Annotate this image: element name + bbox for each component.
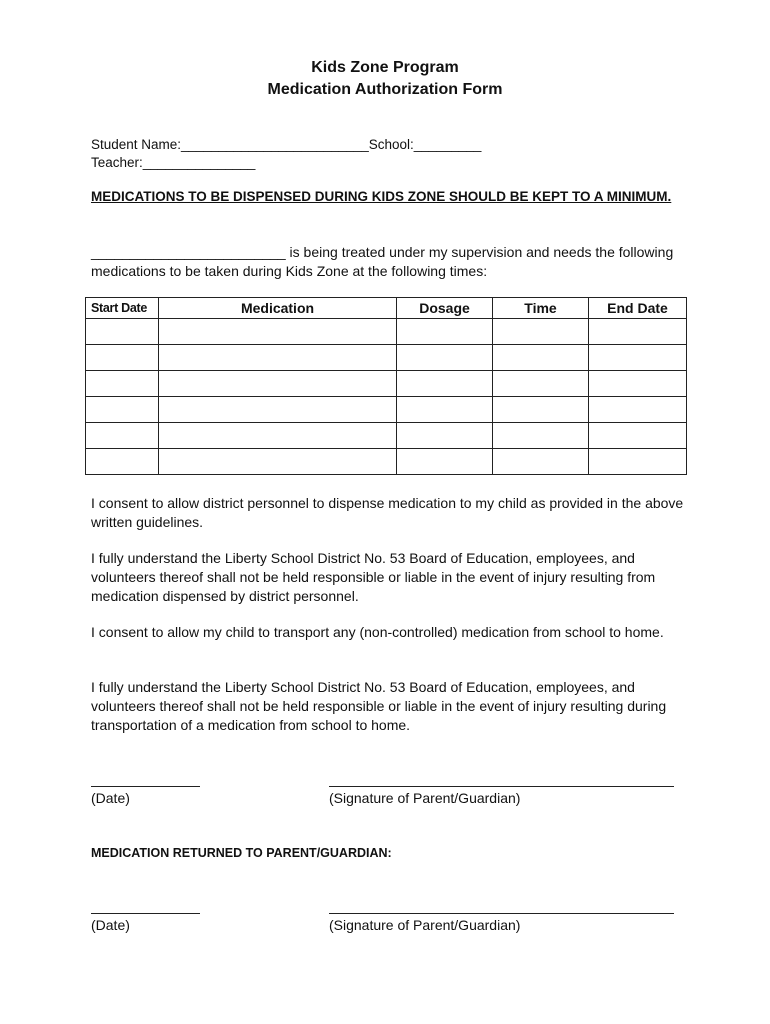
- dosage-cell[interactable]: [397, 423, 493, 449]
- medication-cell[interactable]: [159, 423, 397, 449]
- medication-cell[interactable]: [159, 371, 397, 397]
- start-date-cell[interactable]: [86, 397, 159, 423]
- dosage-cell[interactable]: [397, 345, 493, 371]
- end-date-cell[interactable]: [589, 423, 687, 449]
- medication-table: [85, 297, 687, 475]
- col-dosage: Dosage: [397, 298, 493, 319]
- medication-cell[interactable]: [159, 319, 397, 345]
- dosage-cell[interactable]: [397, 397, 493, 423]
- end-date-cell[interactable]: [589, 371, 687, 397]
- title-block: [0, 57, 770, 101]
- return-parent-signature-label: (Signature of Parent/Guardian): [329, 917, 521, 933]
- start-date-cell[interactable]: [86, 371, 159, 397]
- table-row: [86, 319, 687, 345]
- table-row: [86, 345, 687, 371]
- warning-notice: MEDICATIONS TO BE DISPENSED DURING KIDS ZONE SHOULD BE KEPT TO A MINIMUM.: [91, 189, 672, 204]
- date-signature-line[interactable]: [91, 786, 200, 787]
- col-time: Time: [493, 298, 589, 319]
- liability-dispense-paragraph: I fully understand the Liberty School District No. 53 Board of Education, employees, and volunteers thereof shall not be held responsible or liable in the event of injury resulting from medication dispensed by district personnel.: [91, 550, 656, 604]
- teacher-line[interactable]: Teacher:_______________: [91, 155, 256, 170]
- dosage-cell[interactable]: [397, 449, 493, 475]
- dosage-cell[interactable]: [397, 319, 493, 345]
- dosage-cell[interactable]: [397, 371, 493, 397]
- time-cell[interactable]: [493, 371, 589, 397]
- time-cell[interactable]: [493, 345, 589, 371]
- table-row: [86, 371, 687, 397]
- end-date-cell[interactable]: [589, 449, 687, 475]
- time-cell[interactable]: [493, 449, 589, 475]
- medication-returned-heading: MEDICATION RETURNED TO PARENT/GUARDIAN:: [91, 846, 392, 860]
- student-info: [91, 136, 481, 172]
- consent-transport-paragraph: I consent to allow my child to transport any (non-controlled) medication from school to home.: [91, 624, 664, 640]
- form-subtitle: Medication Authorization Form: [267, 81, 503, 98]
- start-date-cell[interactable]: [86, 449, 159, 475]
- medication-cell[interactable]: [159, 345, 397, 371]
- col-medication: Medication: [159, 298, 397, 319]
- parent-signature-label: (Signature of Parent/Guardian): [329, 790, 521, 806]
- return-date-signature-line[interactable]: [91, 913, 200, 914]
- medication-cell[interactable]: [159, 397, 397, 423]
- date-label: (Date): [91, 790, 130, 806]
- start-date-cell[interactable]: [86, 423, 159, 449]
- col-start-date: Start Date: [86, 298, 159, 319]
- start-date-cell[interactable]: [86, 345, 159, 371]
- table-row: [86, 449, 687, 475]
- time-cell[interactable]: [493, 423, 589, 449]
- student-school-line[interactable]: Student Name:_________________________School:_________: [91, 137, 482, 152]
- consent-dispense-paragraph: I consent to allow district personnel to dispense medication to my child as provided in the above written guidelines.: [91, 495, 684, 530]
- end-date-cell[interactable]: [589, 345, 687, 371]
- parent-signature-line[interactable]: [329, 786, 674, 787]
- time-cell[interactable]: [493, 319, 589, 345]
- table-header-row: [86, 298, 687, 319]
- col-end-date: End Date: [589, 298, 687, 319]
- start-date-cell[interactable]: [86, 319, 159, 345]
- table-row: [86, 397, 687, 423]
- form-title: Kids Zone Program: [311, 59, 459, 76]
- liability-transport-paragraph: I fully understand the Liberty School District No. 53 Board of Education, employees, and volunteers thereof shall not be held responsible or liable in the event of injury resulting during transportation of a medication from school to home.: [91, 679, 667, 733]
- table-row: [86, 423, 687, 449]
- medication-cell[interactable]: [159, 449, 397, 475]
- end-date-cell[interactable]: [589, 319, 687, 345]
- time-cell[interactable]: [493, 397, 589, 423]
- end-date-cell[interactable]: [589, 397, 687, 423]
- return-date-label: (Date): [91, 917, 130, 933]
- intro-statement: _________________________ is being treated under my supervision and needs the following medications to be taken during Kids Zone at the following times:: [91, 244, 674, 279]
- return-parent-signature-line[interactable]: [329, 913, 674, 914]
